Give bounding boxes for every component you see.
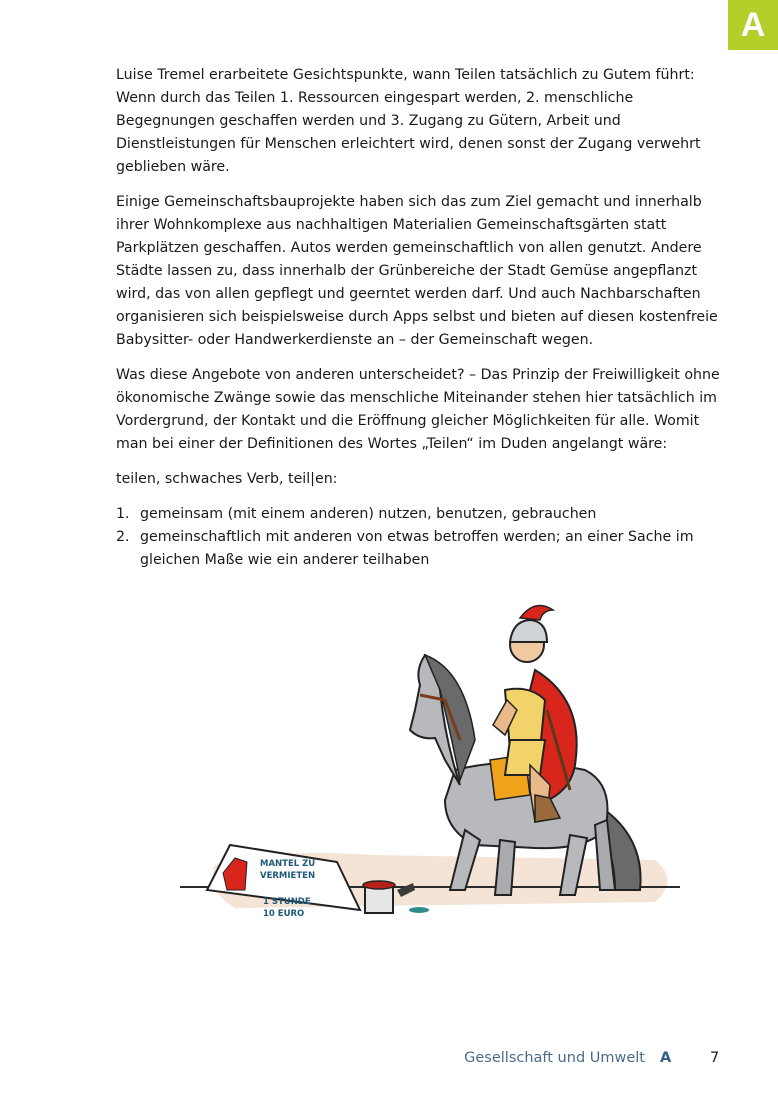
definition-number: 1.: [116, 506, 130, 522]
sign-line-4: 10 EURO: [263, 909, 305, 919]
definition-text: gemeinschaftlich mit anderen von etwas betroffen werden; an einer Sache im gleichen Maße wie ein anderer teilhaben: [140, 529, 694, 568]
sign-line-3: 1 STUNDE: [263, 897, 311, 907]
definition-number: 2.: [116, 529, 130, 545]
main-text: [116, 64, 720, 572]
footer-section-letter: A: [660, 1050, 672, 1066]
paragraph-3: Was diese Angebote von anderen unterscheidet? – Das Prinzip der Freiwilligkeit ohne ökonomische Zwänge sowie das menschliche Miteinander stehen hier tatsächlich im Vordergrund, der Kontakt und die Eröffnung gleicher Möglichkeiten für alle. Womit man bei einer der Definitionen des Wortes „Teilen“ im Duden angelangt wäre:: [116, 367, 720, 452]
sign-line-1: MANTEL ZU: [260, 859, 316, 869]
sign-line-2: VERMIETEN: [260, 871, 316, 881]
footer-section-title: Gesellschaft und Umwelt: [464, 1050, 645, 1066]
definition-item: [116, 526, 720, 572]
page-number: 7: [710, 1050, 720, 1066]
definition-list: [116, 503, 720, 572]
page-footer: [0, 1050, 778, 1074]
paragraph-2: Einige Gemeinschaftsbauprojekte haben sich das zum Ziel gemacht und innerhalb ihrer Wohnkomplexe aus nachhaltigen Materialien Gemeinschaftsgärten statt Parkplätzen geschaffen. Autos werden gemeinschaftlich von allen genutzt. Andere Städte lassen zu, dass innerhalb der Grünbereiche der Stadt Gemüse angepflanzt wird, das von allen gepflegt und geerntet werden darf. Und auch Nachbarschaften organisieren sich beispielsweise durch Apps selbst und bieten auf diesen kostenfreie Babysitter- oder Handwerkerdienste an – der Gemeinschaft wegen.: [116, 194, 718, 348]
paragraph-1: Luise Tremel erarbeitete Gesichtspunkte, wann Teilen tatsächlich zu Gutem führt: Wenn durch das Teilen 1. Ressourcen eingespart werden, 2. menschliche Begegnungen geschaffen werden und 3. Zugang zu Gütern, Arbeit und Dienstleistungen für Menschen erleichtert wird, denen sonst der Zugang verwehrt geblieben wäre.: [116, 67, 701, 175]
definition-text: gemeinsam (mit einem anderen) nutzen, benutzen, gebrauchen: [140, 506, 597, 522]
chapter-tab: A: [728, 0, 778, 50]
roman-horse-illustration: [175, 590, 685, 935]
definition-item: [116, 503, 720, 526]
definition-intro: teilen, schwaches Verb, teil|en:: [116, 471, 338, 487]
